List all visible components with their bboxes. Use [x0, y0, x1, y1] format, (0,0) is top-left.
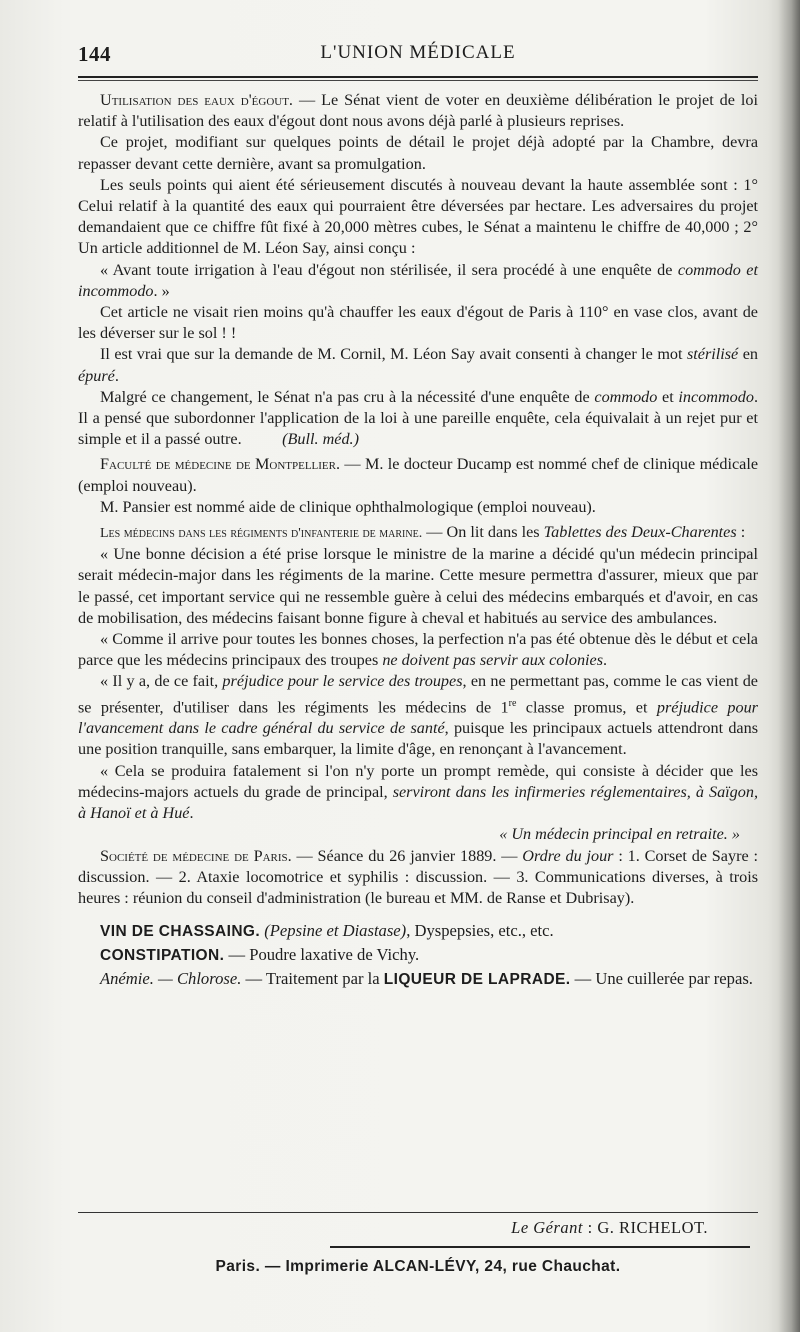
header-rule	[78, 76, 758, 78]
source-citation: (Bull. méd.)	[282, 430, 359, 449]
page-edge-shadow	[778, 0, 800, 1332]
egout-paragraph-5: Cet article ne visait rien moins qu'à chauffer les eaux d'égout de Paris à 110° en vase clos, avant de les déverser sur le sol ! !	[78, 303, 758, 343]
page-number: 144	[78, 42, 111, 66]
gerant-line: Le Gérant : G. RICHELOT.	[511, 1218, 708, 1237]
article-body	[78, 90, 758, 991]
egout-paragraph-3: Les seuls points qui aient été sérieusement discutés à nouveau devant la haute assemblée sont : 1° Celui relatif à la quantité des eaux qui pourraient être déversées par hectare. Les adversaires du projet demandaient que ce chiffre fût fixé à 20,000 mètres cubes, le Sénat a maintenu le chiffre de 40,000 ; 2° Un article additionnel de M. Léon Say, ainsi conçu :	[78, 175, 758, 258]
montpellier-paragraph-1: Faculté de médecine de Montpellier. — M. le docteur Ducamp est nommé chef de clinique médicale (emploi nouveau).	[78, 455, 758, 495]
page-header	[78, 42, 758, 74]
egout-paragraph-6: Il est vrai que sur la demande de M. Cornil, M. Léon Say avait consenti à changer le mot stérilisé en épuré.	[78, 345, 758, 385]
ad-vin-chassaing: VIN DE CHASSAING. (Pepsine et Diastase), Dyspepsies, etc., etc.	[100, 921, 554, 941]
societe-paragraph: Société de médecine de Paris. — Séance du 26 janvier 1889. — Ordre du jour : 1. Corset de Sayre : discussion. — 2. Ataxie locomotrice et syphilis : discussion. — 3. Communications diverses, à trois heures : réunion du conseil d'administration (le bureau et MM. de Ranse et Dubrisay).	[78, 846, 758, 907]
egout-paragraph-1: Utilisation des eaux d'égout. — Le Sénat vient de voter en deuxième délibération le projet de loi relatif à l'utilisation des eaux d'égout dont nous avons déjà parlé à plusieurs reprises.	[78, 91, 759, 131]
egout-paragraph-2: Ce projet, modifiant sur quelques points de détail le projet déjà adopté par la Chambre, devra repasser devant cette dernière, avant sa promulgation.	[78, 133, 758, 173]
ad-constipation: CONSTIPATION. — Poudre laxative de Vichy.	[100, 945, 420, 965]
footer-rule	[78, 1212, 758, 1213]
marine-paragraph-3: « Il y a, de ce fait, préjudice pour le service des troupes, en ne permettant pas, comme le cas vient de se présenter, d'utiliser dans les régiments les médecins de 1re classe promus, et préjudice pour l'avancement dans le cadre général du service de santé, puisque les principaux actuels attendront dans une position tranquille, sans embarquer, la limite d'âge, en renonçant à l'avancement.	[78, 672, 758, 759]
societe-heading: Société de médecine de Paris.	[100, 846, 292, 865]
marine-paragraph-1: « Une bonne décision a été prise lorsque le ministre de la marine a décidé qu'un médecin principal serait médecin-major dans les régiments de la marine. Cette mesure permettra d'assurer, mieux que par le passé, cet important service qui ne ressemble guère à celui des médecins embarqués et d'avoir, en cas de mobilisation, des médecins faisant bonne figure à cheval et habitués au service des ambulances.	[78, 545, 758, 627]
egout-heading: Utilisation des eaux d'égout.	[100, 91, 293, 109]
marine-signature: « Un médecin principal en retraite. »	[499, 825, 740, 844]
header-rule-thin	[78, 80, 758, 81]
montpellier-heading: Faculté de médecine de Montpellier.	[100, 455, 341, 474]
ad-liqueur-laprade: Anémie. — Chlorose. — Traitement par la LIQUEUR DE LAPRADE. — Une cuillerée par repas.	[100, 969, 753, 989]
marine-heading: Les médecins dans les régiments d'infanterie de marine.	[100, 526, 423, 542]
montpellier-paragraph-2: M. Pansier est nommé aide de clinique ophthalmologique (emploi nouveau).	[100, 497, 596, 516]
egout-quote: « Avant toute irrigation à l'eau d'égout non stérilisée, il sera procédé à une enquête de commodo et incommodo. »	[78, 260, 758, 300]
marine-paragraph-4: « Cela se produira fatalement si l'on n'y porte un prompt remède, qui consiste à décider que les médecins-majors actuels du grade de principal, serviront dans les infirmeries réglementaires, à Saïgon, à Hanoï et à Hué.	[78, 761, 758, 823]
egout-paragraph-7: Malgré ce changement, le Sénat n'a pas cru à la nécessité d'une enquête de commodo et incommodo. Il a pensé que subordonner l'application de la loi à une pareille enquête, cela équivalait à un rejet pur et simple et il a passé outre. (Bull. méd.)	[78, 387, 758, 449]
marine-intro: Les médecins dans les régiments d'infanterie de marine. — On lit dans les Tablettes des Deux-Charentes :	[100, 523, 746, 542]
journal-title: L'UNION MÉDICALE	[320, 42, 516, 63]
marine-paragraph-2: « Comme il arrive pour toutes les bonnes choses, la perfection n'a pas été obtenue dès le début et cela parce que les médecins principaux des troupes ne doivent pas servir aux colonies.	[78, 630, 758, 670]
imprint-line: Paris. — Imprimerie ALCAN-LÉVY, 24, rue Chauchat.	[215, 1258, 621, 1275]
imprint-rule	[330, 1246, 750, 1248]
